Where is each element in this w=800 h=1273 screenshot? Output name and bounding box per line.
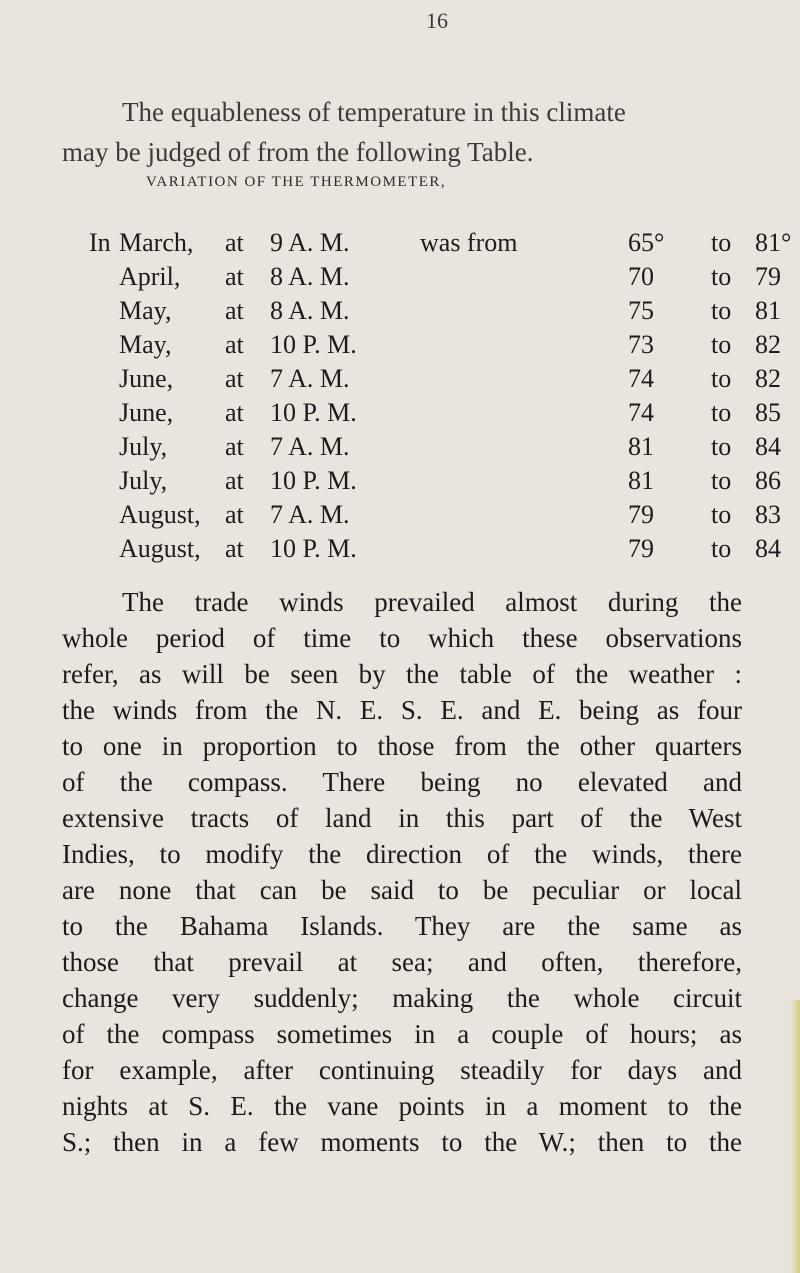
body-line: whole period of time to which these observations (62, 623, 742, 653)
cell-month: May, (119, 330, 172, 359)
cell-time: 8 A. M. (270, 262, 350, 291)
body-line: for example, after continuing steadily for days and (62, 1055, 742, 1085)
cell-to: to (711, 262, 732, 291)
cell-month: May, (119, 296, 172, 325)
cell-month: August, (119, 500, 201, 529)
body-line: of the compass. There being no elevated and (62, 767, 742, 797)
table-row (0, 226, 800, 260)
body-line: Indies, to modify the direction of the winds, there (62, 839, 742, 869)
table-row (0, 498, 800, 532)
cell-low: 70 (628, 262, 654, 291)
cell-at: at (225, 398, 244, 427)
cell-high: 82 (755, 364, 781, 393)
body-line: to one in proportion to those from the other quarters (62, 731, 742, 761)
body-paragraph (62, 584, 742, 1160)
cell-at: at (225, 330, 244, 359)
page-number: 16 (426, 8, 448, 33)
cell-to: to (711, 398, 732, 427)
table-row (0, 362, 800, 396)
body-line: extensive tracts of land in this part of the West (62, 803, 742, 833)
cell-to: to (711, 466, 732, 495)
cell-to: to (711, 364, 732, 393)
cell-at: at (225, 296, 244, 325)
page-edge-shadow (790, 1000, 800, 1273)
cell-high: 79 (755, 262, 781, 291)
cell-high: 86 (755, 466, 781, 495)
cell-month: July, (119, 466, 168, 495)
table-heading: VARIATION OF THE THERMOMETER, (146, 174, 447, 190)
intro-line: The equableness of temperature in this climate (122, 97, 626, 127)
cell-low: 75 (628, 296, 654, 325)
body-line: the winds from the N. E. S. E. and E. being as four (62, 695, 742, 725)
body-line: The trade winds prevailed almost during the (122, 587, 742, 617)
cell-time: 10 P. M. (270, 398, 357, 427)
cell-low: 65° (628, 228, 665, 257)
cell-to: to (711, 228, 732, 257)
cell-low: 81 (628, 466, 654, 495)
body-line: S.; then in a few moments to the W.; then to the (62, 1127, 742, 1157)
cell-low: 79 (628, 534, 654, 563)
cell-high: 83 (755, 500, 781, 529)
body-line: change very suddenly; making the whole circuit (62, 983, 742, 1013)
intro-line: may be judged of from the following Table. (62, 137, 534, 167)
cell-time: 10 P. M. (270, 534, 357, 563)
cell-time: 9 A. M. (270, 228, 350, 257)
cell-high: 82 (755, 330, 781, 359)
cell-month: June, (119, 398, 174, 427)
cell-low: 81 (628, 432, 654, 461)
cell-high: 81 (755, 296, 781, 325)
table-row (0, 260, 800, 294)
table-row (0, 328, 800, 362)
table-row (0, 396, 800, 430)
cell-high: 85 (755, 398, 781, 427)
cell-high: 81° (755, 228, 792, 257)
cell-time: 8 A. M. (270, 296, 350, 325)
table-row (0, 532, 800, 566)
cell-at: at (225, 466, 244, 495)
cell-time: 7 A. M. (270, 432, 350, 461)
body-line: to the Bahama Islands. They are the same as (62, 911, 742, 941)
body-line: of the compass sometimes in a couple of hours; as (62, 1019, 742, 1049)
cell-at: at (225, 364, 244, 393)
cell-to: to (711, 296, 732, 325)
cell-at: at (225, 262, 244, 291)
table-row (0, 294, 800, 328)
body-line: nights at S. E. the vane points in a moment to the (62, 1091, 742, 1121)
cell-high: 84 (755, 432, 781, 461)
cell-low: 74 (628, 398, 654, 427)
cell-month: June, (119, 364, 174, 393)
cell-to: to (711, 432, 732, 461)
cell-low: 74 (628, 364, 654, 393)
body-line: refer, as will be seen by the table of the weather : (62, 659, 742, 689)
cell-month: March, (119, 228, 194, 257)
cell-high: 84 (755, 534, 781, 563)
cell-time: 7 A. M. (270, 364, 350, 393)
table-row (0, 464, 800, 498)
cell-time: 10 P. M. (270, 466, 357, 495)
cell-to: to (711, 534, 732, 563)
cell-low: 73 (628, 330, 654, 359)
cell-time: 7 A. M. (270, 500, 350, 529)
cell-was: was from (420, 228, 518, 257)
table-row (0, 430, 800, 464)
cell-prefix: In (89, 228, 111, 257)
cell-at: at (225, 432, 244, 461)
cell-month: August, (119, 534, 201, 563)
cell-month: April, (119, 262, 181, 291)
cell-at: at (225, 500, 244, 529)
cell-time: 10 P. M. (270, 330, 357, 359)
cell-at: at (225, 534, 244, 563)
cell-month: July, (119, 432, 168, 461)
body-line: are none that can be said to be peculiar or local (62, 875, 742, 905)
body-line: those that prevail at sea; and often, therefore, (62, 947, 742, 977)
cell-low: 79 (628, 500, 654, 529)
intro-paragraph (62, 92, 742, 172)
cell-to: to (711, 500, 732, 529)
cell-to: to (711, 330, 732, 359)
cell-at: at (225, 228, 244, 257)
